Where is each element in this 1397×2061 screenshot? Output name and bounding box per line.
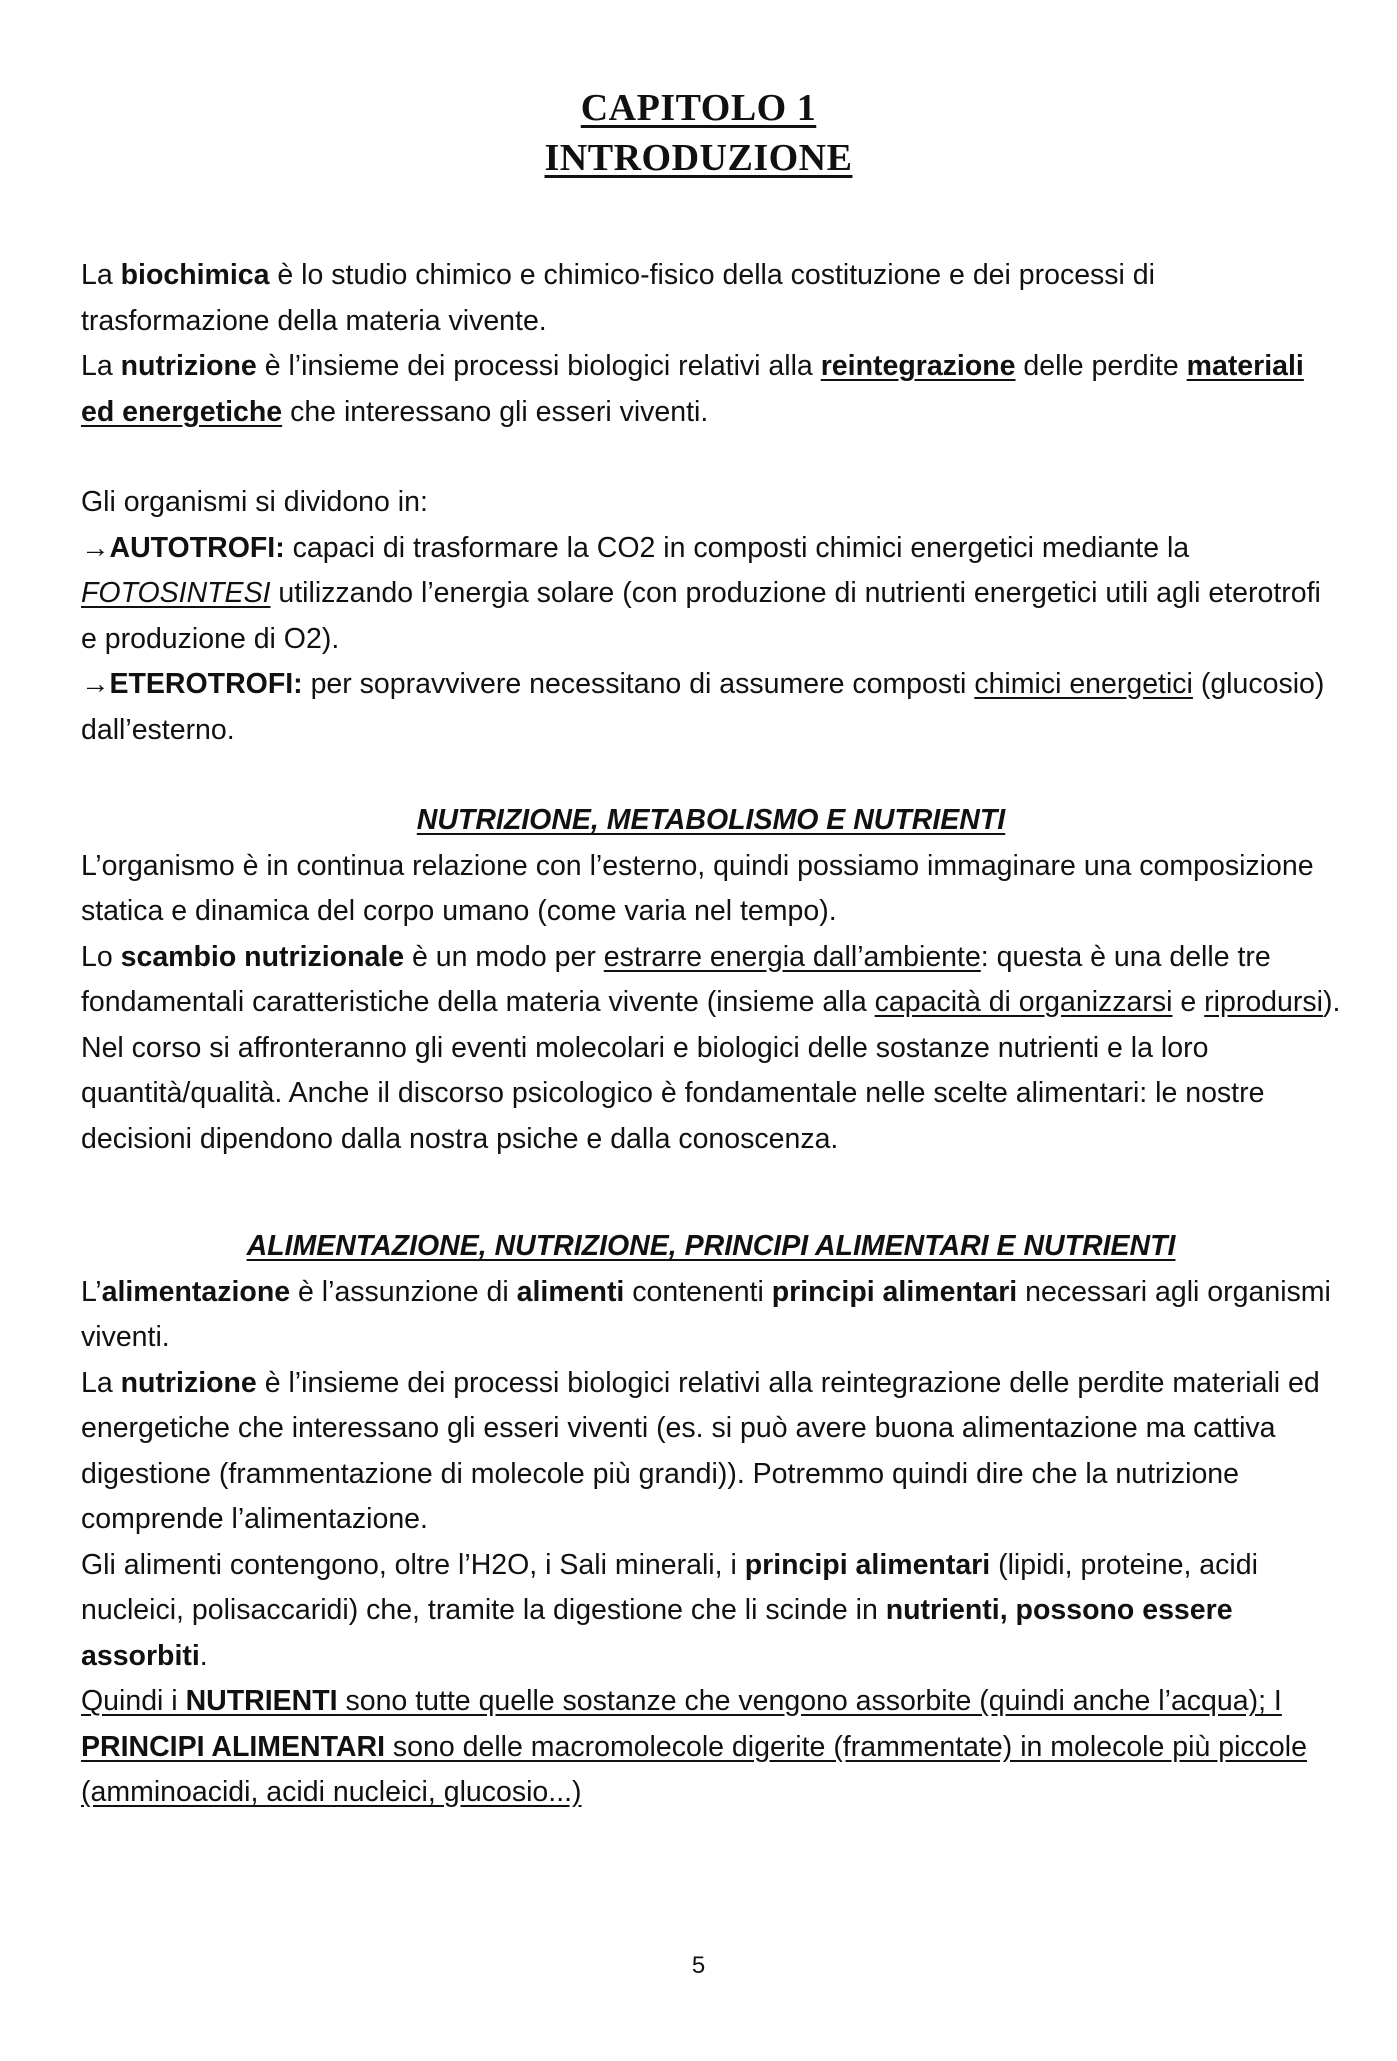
term-principi-alimentari: principi alimentari xyxy=(771,1275,1018,1308)
section1-paragraph-2: Lo scambio nutrizionale è un modo per estrarre energia dall’ambiente: questa è una delle tre fondamentali caratteristiche della materia vivente (insieme alla capacità di organizzarsi e riprodursi). xyxy=(81,940,1341,1018)
section2-paragraph-1: L’alimentazione è l’assunzione di alimenti contenenti principi alimentari necessari agli organismi viventi. xyxy=(81,1275,1331,1353)
heterotrophs-item: →ETEROTROFI: per sopravvivere necessitano di assumere composti chimici energetici (glucosio) dall’esterno. xyxy=(81,668,1325,746)
arrow-right-icon: → xyxy=(81,531,110,564)
term-nutrizione: nutrizione xyxy=(120,350,257,382)
term-nutrizione-2: nutrizione xyxy=(120,1366,257,1399)
section1-paragraph-3: Nel corso si affronteranno gli eventi molecolari e biologici delle sostanze nutrienti e la loro quantità/qualità. Anche il discorso psicologico è fondamentale nelle scelte alimentari: le nostre decisioni dipendono dalla nostra psiche e dalla conoscenza. xyxy=(81,1031,1265,1155)
term-riprodursi: riprodursi xyxy=(1204,986,1323,1018)
intro-paragraph-biochemistry: La biochimica è lo studio chimico e chimico-fisico della costituzione e dei processi di trasformazione della materia vivente. xyxy=(81,259,1155,337)
organisms-lead: Gli organismi si dividono in: xyxy=(81,486,428,518)
section-heading-nutrizione: NUTRIZIONE, METABOLISMO E NUTRIENTI xyxy=(416,804,1006,836)
heterotrophs-label: ETEROTROFI: xyxy=(109,668,303,700)
autotrophs-item: →AUTOTROFI: capaci di trasformare la CO2 in composti chimici energetici mediante la FOTOSINTESI utilizzando l’energia solare (con produzione di nutrienti energetici utili agli eterotrofi e produzione di O2). xyxy=(81,531,1321,655)
body-text xyxy=(81,253,1341,1816)
term-materiali-energetiche: materiali ed energetiche xyxy=(81,350,1304,428)
term-nutrienti-assorbiti: nutrienti, possono essere assorbiti xyxy=(81,1594,1233,1672)
section2-paragraph-4: Quindi i NUTRIENTI sono tutte quelle sostanze che vengono assorbite (quindi anche l’acqua); I PRINCIPI ALIMENTARI sono delle macromolecole digerite (frammentate) in molecole più piccole (amminoacidi, acidi nucleici, glucosio...) xyxy=(81,1685,1307,1808)
arrow-right-icon: → xyxy=(81,668,110,700)
chapter-title: INTRODUZIONE xyxy=(544,137,853,179)
section2-paragraph-3: Gli alimenti contengono, oltre l’H2O, i Sali minerali, i principi alimentari (lipidi, proteine, acidi nucleici, polisaccaridi) che, tramite la digestione che li scinde in nutrienti, possono essere assorbiti. xyxy=(81,1548,1258,1672)
term-capacita-organizzarsi: capacità di organizzarsi xyxy=(874,986,1173,1018)
term-biochimica: biochimica xyxy=(120,259,270,291)
term-fotosintesi: FOTOSINTESI xyxy=(81,577,271,609)
section-heading-alimentazione: ALIMENTAZIONE, NUTRIZIONE, PRINCIPI ALIMENTARI E NUTRIENTI xyxy=(246,1230,1176,1262)
term-principi-alimentari-caps: PRINCIPI ALIMENTARI xyxy=(81,1730,385,1763)
term-alimenti: alimenti xyxy=(516,1275,625,1308)
term-estrarre-energia: estrarre energia dall’ambiente xyxy=(603,940,981,973)
page-number: 5 xyxy=(691,1952,706,1979)
term-chimici-energetici: chimici energetici xyxy=(974,668,1193,700)
autotrophs-label: AUTOTROFI: xyxy=(109,531,285,564)
chapter-label: CAPITOLO 1 xyxy=(580,87,817,129)
term-nutrienti-caps: NUTRIENTI xyxy=(185,1685,338,1717)
section2-paragraph-2: La nutrizione è l’insieme dei processi biologici relativi alla reintegrazione delle perdite materiali ed energetiche che interessano gli esseri viventi (es. si può avere buona alimentazione ma cattiva digestione (frammentazione di molecole più grandi)). Potremmo quindi dire che la nutrizione comprende l’alimentazione. xyxy=(81,1366,1320,1535)
term-reintegrazione: reintegrazione xyxy=(820,350,1016,382)
term-scambio-nutrizionale: scambio nutrizionale xyxy=(120,940,405,973)
term-principi-alimentari-2: principi alimentari xyxy=(744,1548,991,1581)
section1-paragraph-1: L’organismo è in continua relazione con l’esterno, quindi possiamo immaginare una composizione statica e dinamica del corpo umano (come varia nel tempo). xyxy=(81,849,1314,927)
intro-paragraph-nutrition: La nutrizione è l’insieme dei processi biologici relativi alla reintegrazione delle perdite materiali ed energetiche che interessano gli esseri viventi. xyxy=(81,350,1304,428)
term-alimentazione: alimentazione xyxy=(101,1275,291,1308)
